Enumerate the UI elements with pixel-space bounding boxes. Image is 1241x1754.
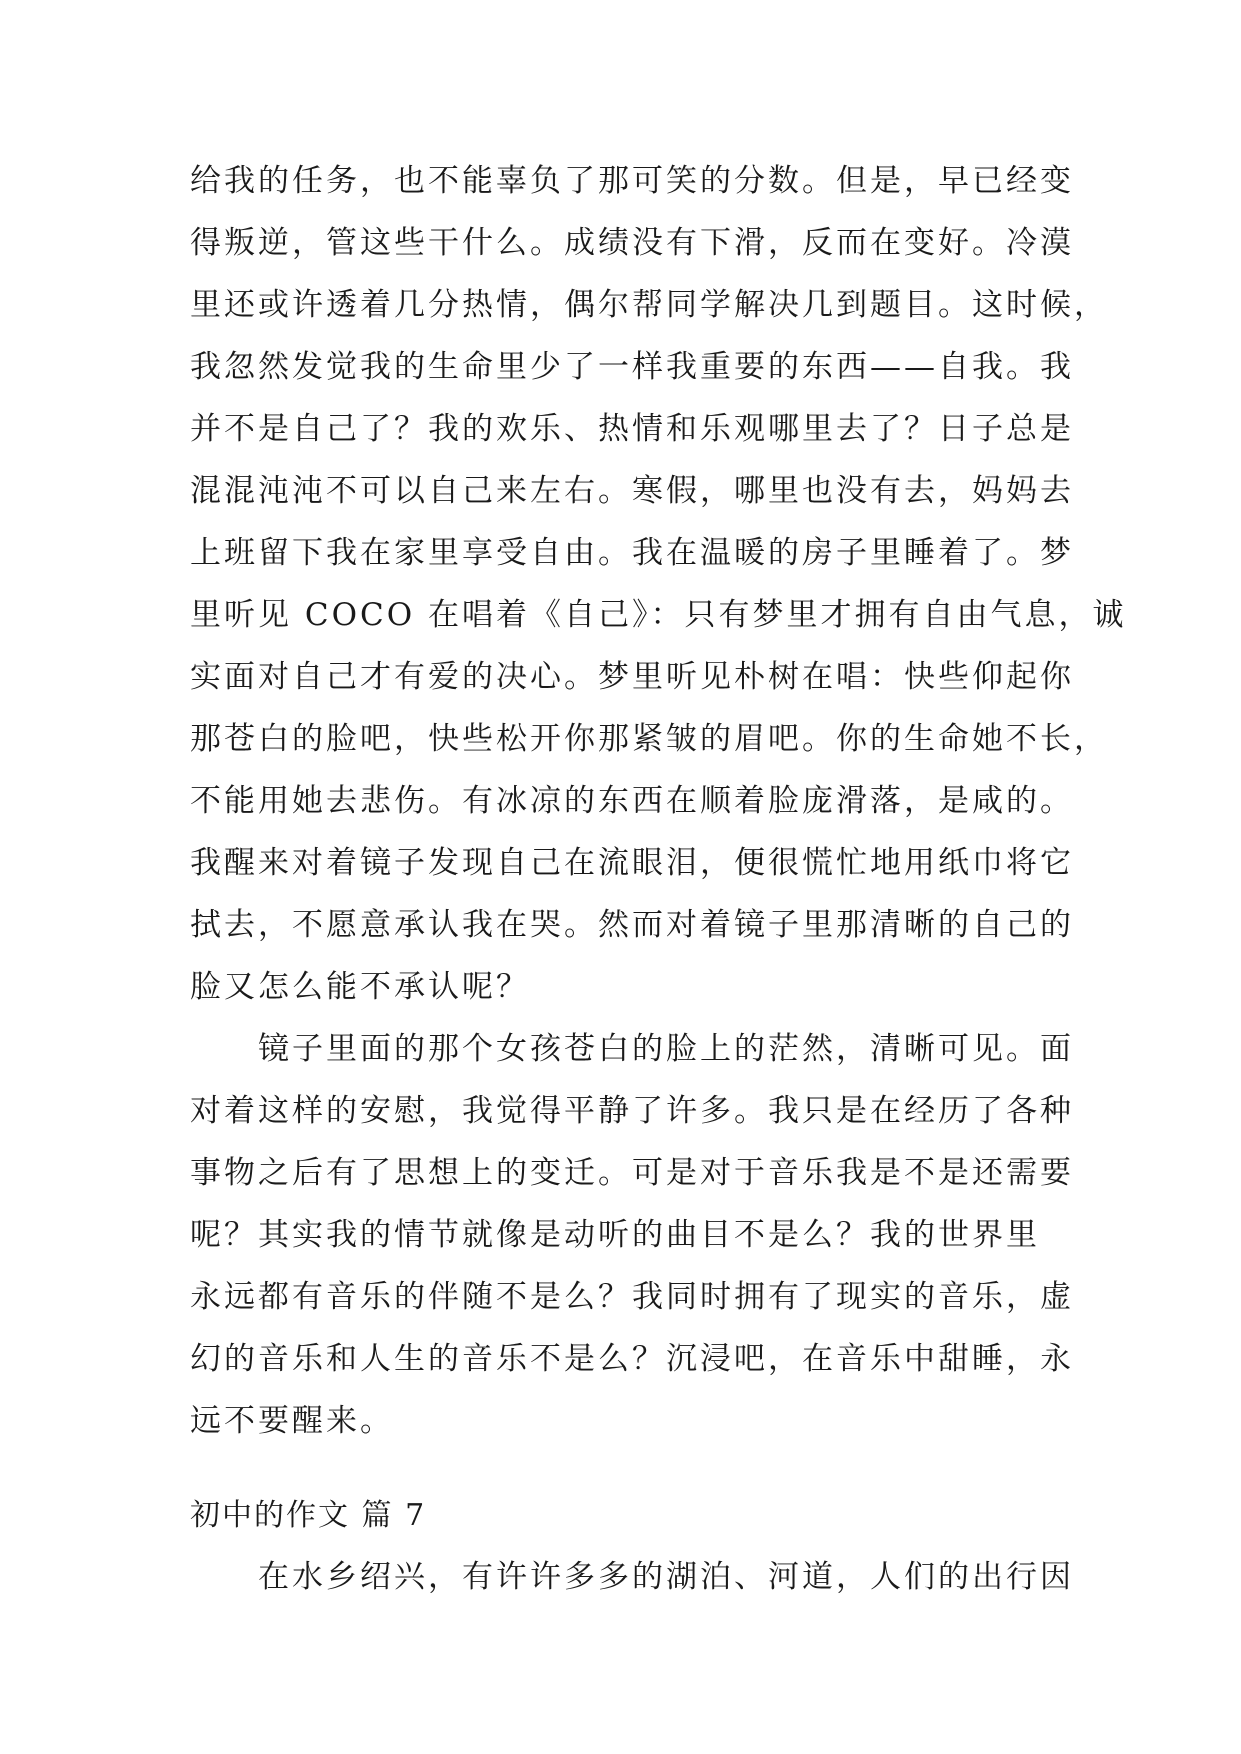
text-line: 镜子里面的那个女孩苍白的脸上的茫然，清晰可见。面 <box>190 1031 1074 1067</box>
text-line: 上班留下我在家里享受自由。我在温暖的房子里睡着了。梦 <box>190 535 1074 571</box>
text-line: 在水乡绍兴，有许许多多的湖泊、河道，人们的出行因 <box>190 1559 1074 1595</box>
text-line: 给我的任务，也不能辜负了那可笑的分数。但是，早已经变 <box>190 163 1074 199</box>
text-line: 拭去，不愿意承认我在哭。然而对着镜子里那清晰的自己的 <box>190 907 1074 943</box>
text-line: 幻的音乐和人生的音乐不是么？沉浸吧，在音乐中甜睡，永 <box>190 1341 1074 1377</box>
document-body <box>190 150 1127 1608</box>
text-line: 得叛逆，管这些干什么。成绩没有下滑，反而在变好。冷漠 <box>190 225 1074 261</box>
text-line: 那苍白的脸吧，快些松开你那紧皱的眉吧。你的生命她不长， <box>190 721 1108 757</box>
text-line: 我醒来对着镜子发现自己在流眼泪，便很慌忙地用纸巾将它 <box>190 845 1074 881</box>
text-line: 对着这样的安慰，我觉得平静了许多。我只是在经历了各种 <box>190 1093 1074 1129</box>
text-line: 里听见 COCO 在唱着《自己》：只有梦里才拥有自由气息，诚 <box>190 597 1127 633</box>
text-line: 里还或许透着几分热情，偶尔帮同学解决几到题目。这时候， <box>190 287 1108 323</box>
section-spacer <box>190 1452 1080 1486</box>
text-line: 远不要醒来。 <box>190 1403 394 1439</box>
text-line: 永远都有音乐的伴随不是么？我同时拥有了现实的音乐，虚 <box>190 1279 1074 1315</box>
text-line: 事物之后有了思想上的变迁。可是对于音乐我是不是还需要 <box>190 1155 1074 1191</box>
text-line: 混混沌沌不可以自己来左右。寒假，哪里也没有去，妈妈去 <box>190 473 1074 509</box>
text-line: 脸又怎么能不承认呢？ <box>190 969 530 1005</box>
text-line: 不能用她去悲伤。有冰凉的东西在顺着脸庞滑落，是咸的。 <box>190 783 1074 819</box>
text-line: 我忽然发觉我的生命里少了一样我重要的东西——自我。我 <box>190 349 1074 385</box>
text-line: 实面对自己才有爱的决心。梦里听见朴树在唱：快些仰起你 <box>190 659 1074 695</box>
text-line: 呢？其实我的情节就像是动听的曲目不是么？我的世界里 <box>190 1217 1040 1253</box>
text-line: 并不是自己了？我的欢乐、热情和乐观哪里去了？日子总是 <box>190 411 1074 447</box>
section-heading: 初中的作文 篇 7 <box>190 1498 427 1533</box>
